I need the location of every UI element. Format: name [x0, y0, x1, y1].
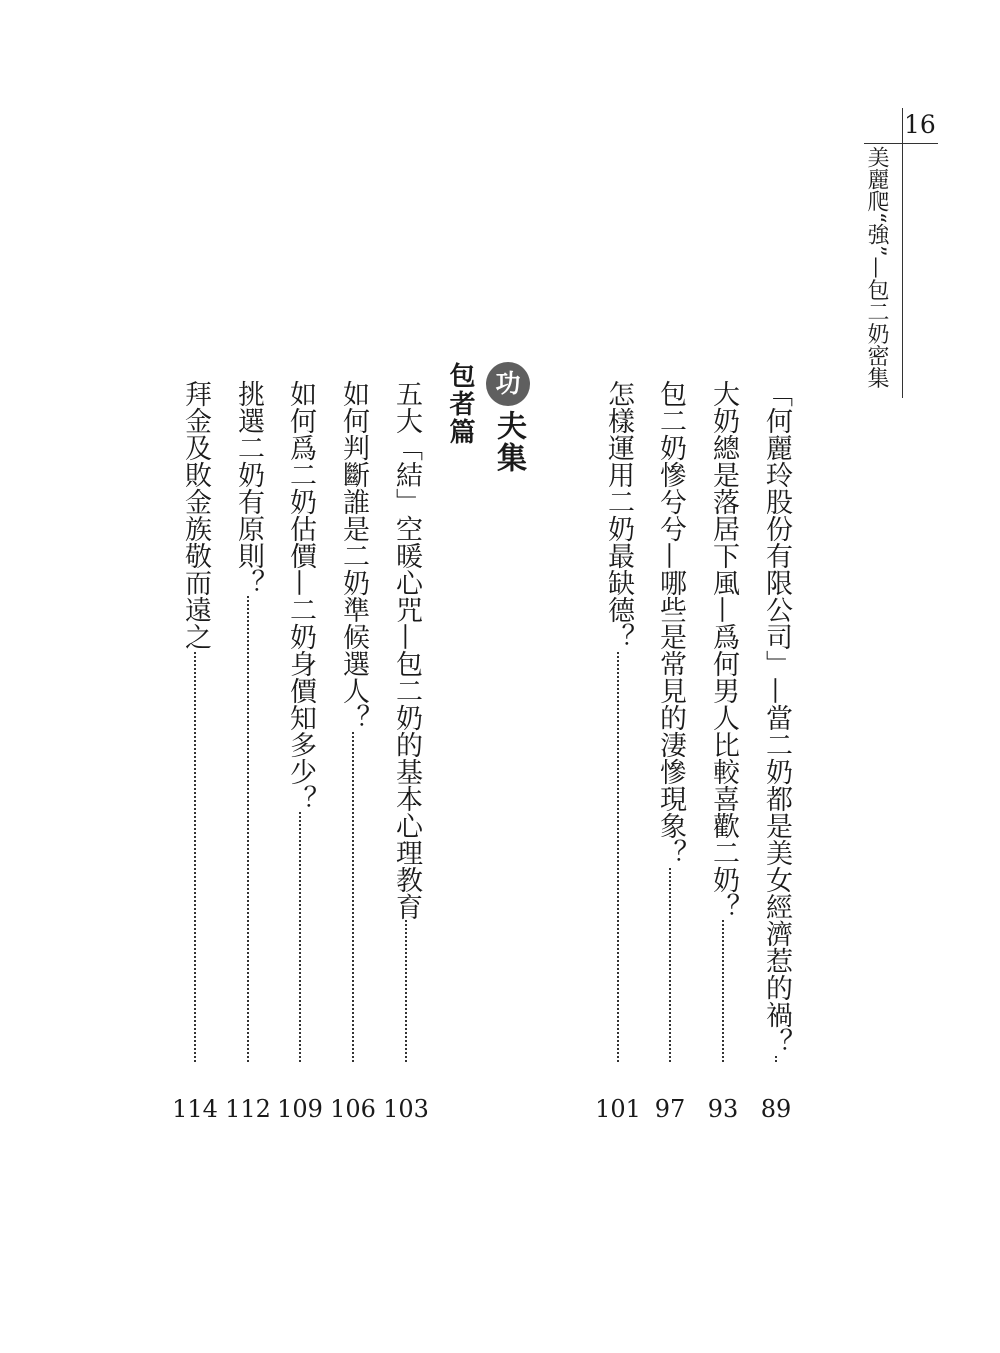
toc-entry [650, 380, 690, 1124]
toc-entry-title: 挑選二奶有原則？ [228, 380, 268, 596]
toc-entry [172, 380, 218, 1124]
toc-entry [756, 380, 796, 1124]
toc-entry [225, 380, 271, 1124]
toc-entry-page: 93 [707, 1095, 739, 1123]
toc-entry-page: 97 [654, 1095, 686, 1123]
toc-entry [330, 380, 376, 1124]
toc-entry-title: 大奶總是落居下風—爲何男人比較喜歡二奶？ [703, 380, 743, 920]
running-title: 美麗爬“強”—包二奶密集 [864, 146, 889, 389]
toc-entry-page: 109 [277, 1095, 323, 1123]
section-subtitle: 包者篇 [445, 362, 475, 446]
toc-entry-page: 106 [330, 1095, 376, 1123]
section-badge: 功 [486, 362, 530, 406]
toc-entry-page: 103 [383, 1095, 429, 1123]
section-title: 夫集 [491, 410, 526, 474]
toc-entry-page: 89 [760, 1095, 792, 1123]
toc-entry [595, 380, 641, 1124]
toc-entry-page: 112 [225, 1095, 271, 1123]
toc-entry-page: 101 [595, 1095, 641, 1123]
page-number: 16 [904, 110, 936, 139]
toc-entry-title: 拜金及敗金族敬而遠之 [175, 380, 215, 650]
toc-entry [277, 380, 323, 1124]
toc-entry-title: 包二奶慘兮兮—哪些是常見的淒慘現象？ [650, 380, 690, 866]
toc-entry-title: 如何爲二奶估價—二奶身價知多少？ [280, 380, 320, 812]
toc-entry-title: 「何麗玲股份有限公司」—當二奶都是美女經濟惹的禍？ [756, 380, 796, 1055]
toc-entry [383, 380, 429, 1124]
toc-entry-title: 如何判斷誰是二奶準候選人？ [333, 380, 373, 731]
toc-entry-title: 怎樣運用二奶最缺德？ [598, 380, 638, 650]
header-rule-horizontal [864, 143, 938, 144]
toc-entry-page: 114 [172, 1095, 218, 1123]
toc-entry [703, 380, 743, 1124]
header-rule-vertical [902, 108, 903, 398]
toc-entry-title: 五大「結」空暖心咒—包二奶的基本心理教育 [386, 380, 426, 920]
